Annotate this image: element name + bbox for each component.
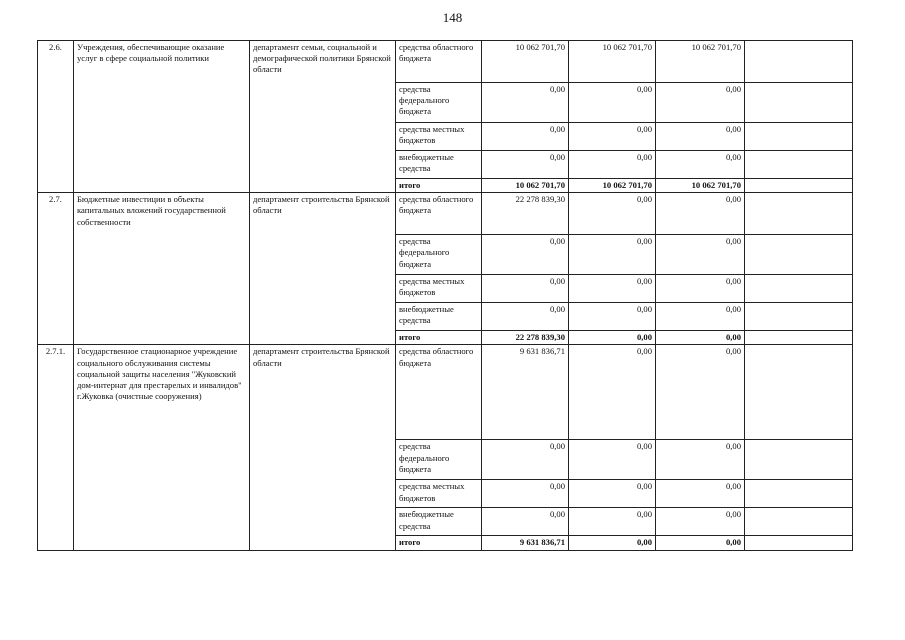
amount-col-1: 0,00 xyxy=(482,508,569,536)
funding-source: внебюджетные средства xyxy=(396,508,482,536)
funding-source: средства областного бюджета xyxy=(396,345,482,440)
funding-source: средства федерального бюджета xyxy=(396,235,482,275)
amount-col-1: 10 062 701,70 xyxy=(482,179,569,193)
section-name: Бюджетные инвестиции в объекты капитальных вложений государственной собственности xyxy=(74,193,250,345)
amount-col-4 xyxy=(745,41,853,83)
amount-col-2: 0,00 xyxy=(569,480,656,508)
amount-col-4 xyxy=(745,123,853,151)
amount-col-3: 10 062 701,70 xyxy=(656,179,745,193)
amount-col-4 xyxy=(745,331,853,345)
amount-col-2: 0,00 xyxy=(569,508,656,536)
amount-col-4 xyxy=(745,345,853,440)
amount-col-1: 0,00 xyxy=(482,440,569,480)
amount-col-4 xyxy=(745,151,853,179)
section-name: Государственное стационарное учреждение социального обслуживания системы социальной защиты населения "Жуковский дом-интернат для престарелых и инвалидов" г.Жуковка (очистные сооружения) xyxy=(74,345,250,550)
amount-col-3: 0,00 xyxy=(656,536,745,550)
responsible-department: департамент семьи, социальной и демографической политики Брянской области xyxy=(250,41,396,193)
amount-col-1: 0,00 xyxy=(482,303,569,331)
amount-col-2: 0,00 xyxy=(569,123,656,151)
funding-source: средства местных бюджетов xyxy=(396,275,482,303)
amount-col-2: 0,00 xyxy=(569,440,656,480)
amount-col-2: 0,00 xyxy=(569,83,656,123)
section-number: 2.7.1. xyxy=(38,345,74,550)
amount-col-3: 0,00 xyxy=(656,193,745,235)
amount-col-2: 0,00 xyxy=(569,536,656,550)
section-name: Учреждения, обеспечивающие оказание услуг в сфере социальной политики xyxy=(74,41,250,193)
amount-col-4 xyxy=(745,275,853,303)
amount-col-3: 0,00 xyxy=(656,345,745,440)
amount-col-2: 10 062 701,70 xyxy=(569,179,656,193)
budget-table xyxy=(37,40,853,551)
amount-col-2: 0,00 xyxy=(569,331,656,345)
amount-col-1: 10 062 701,70 xyxy=(482,41,569,83)
amount-col-4 xyxy=(745,83,853,123)
funding-source: итого xyxy=(396,331,482,345)
funding-source: средства федерального бюджета xyxy=(396,83,482,123)
funding-source: внебюджетные средства xyxy=(396,151,482,179)
amount-col-3: 10 062 701,70 xyxy=(656,41,745,83)
funding-source: средства федерального бюджета xyxy=(396,440,482,480)
amount-col-2: 0,00 xyxy=(569,151,656,179)
funding-source: внебюджетные средства xyxy=(396,303,482,331)
amount-col-4 xyxy=(745,303,853,331)
amount-col-4 xyxy=(745,508,853,536)
amount-col-1: 22 278 839,30 xyxy=(482,193,569,235)
amount-col-3: 0,00 xyxy=(656,123,745,151)
amount-col-2: 0,00 xyxy=(569,275,656,303)
amount-col-2: 10 062 701,70 xyxy=(569,41,656,83)
amount-col-4 xyxy=(745,480,853,508)
amount-col-3: 0,00 xyxy=(656,303,745,331)
amount-col-3: 0,00 xyxy=(656,480,745,508)
amount-col-2: 0,00 xyxy=(569,303,656,331)
funding-source: средства местных бюджетов xyxy=(396,480,482,508)
amount-col-1: 0,00 xyxy=(482,83,569,123)
funding-source: средства местных бюджетов xyxy=(396,123,482,151)
page-number: 148 xyxy=(442,10,463,25)
amount-col-3: 0,00 xyxy=(656,151,745,179)
amount-col-2: 0,00 xyxy=(569,235,656,275)
funding-source: средства областного бюджета xyxy=(396,41,482,83)
amount-col-2: 0,00 xyxy=(569,193,656,235)
funding-source: итого xyxy=(396,179,482,193)
amount-col-3: 0,00 xyxy=(656,331,745,345)
amount-col-4 xyxy=(745,235,853,275)
section-number: 2.6. xyxy=(38,41,74,193)
responsible-department: департамент строительства Брянской области xyxy=(250,193,396,345)
amount-col-3: 0,00 xyxy=(656,275,745,303)
amount-col-4 xyxy=(745,440,853,480)
table-row xyxy=(38,193,853,235)
amount-col-1: 0,00 xyxy=(482,235,569,275)
amount-col-1: 0,00 xyxy=(482,275,569,303)
table-row xyxy=(38,345,853,440)
amount-col-3: 0,00 xyxy=(656,83,745,123)
funding-source: средства областного бюджета xyxy=(396,193,482,235)
section-number: 2.7. xyxy=(38,193,74,345)
amount-col-1: 9 631 836,71 xyxy=(482,536,569,550)
amount-col-1: 0,00 xyxy=(482,151,569,179)
amount-col-4 xyxy=(745,179,853,193)
amount-col-1: 0,00 xyxy=(482,480,569,508)
amount-col-1: 0,00 xyxy=(482,123,569,151)
amount-col-2: 0,00 xyxy=(569,345,656,440)
table-row xyxy=(38,41,853,83)
amount-col-3: 0,00 xyxy=(656,508,745,536)
amount-col-3: 0,00 xyxy=(656,440,745,480)
funding-source: итого xyxy=(396,536,482,550)
amount-col-1: 22 278 839,30 xyxy=(482,331,569,345)
amount-col-1: 9 631 836,71 xyxy=(482,345,569,440)
responsible-department: департамент строительства Брянской области xyxy=(250,345,396,550)
amount-col-3: 0,00 xyxy=(656,235,745,275)
amount-col-4 xyxy=(745,193,853,235)
amount-col-4 xyxy=(745,536,853,550)
